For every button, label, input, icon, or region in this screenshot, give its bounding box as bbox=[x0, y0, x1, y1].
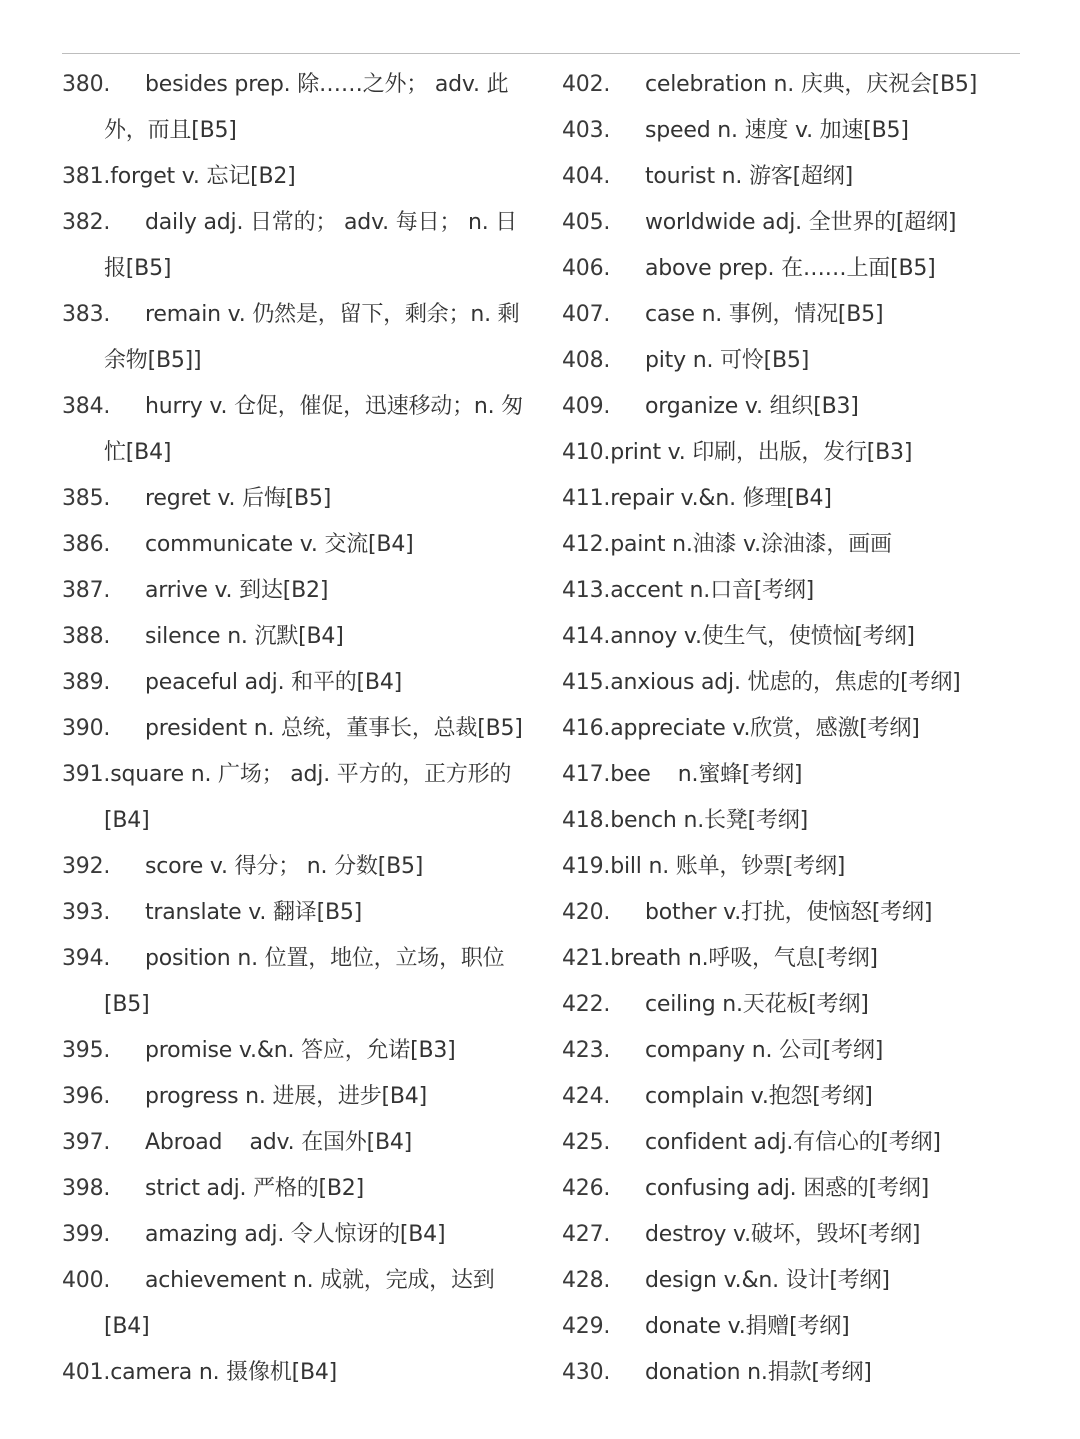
entry-text: achievement n. 成就，完成，达到 bbox=[145, 1268, 495, 1293]
vocab-entry bbox=[562, 844, 1022, 890]
vocab-entry bbox=[562, 936, 1022, 982]
entry-number: 423. bbox=[562, 1038, 611, 1063]
entry-text: 外，而且[B5] bbox=[104, 118, 237, 143]
vocab-entry bbox=[62, 752, 530, 798]
entry-number: 384. bbox=[62, 394, 111, 419]
vocab-entry bbox=[62, 568, 530, 614]
entry-text: daily adj. 日常的； adv. 每日； n. 日 bbox=[145, 210, 518, 235]
entry-text: president n. 总统，董事长，总裁[B5] bbox=[145, 716, 523, 741]
vocab-entry bbox=[562, 1258, 1022, 1304]
entry-text: company n. 公司[考纲] bbox=[645, 1038, 884, 1063]
entry-text: Abroad adv. 在国外[B4] bbox=[145, 1130, 413, 1155]
vocab-entry bbox=[562, 154, 1022, 200]
entry-number: 386. bbox=[62, 532, 111, 557]
entry-text: 忙[B4] bbox=[104, 440, 172, 465]
entry-number: 400. bbox=[62, 1268, 111, 1293]
entry-number: 407. bbox=[562, 302, 611, 327]
vocab-entry bbox=[562, 1028, 1022, 1074]
entry-text: progress n. 进展，进步[B4] bbox=[145, 1084, 427, 1109]
entry-text: bill n. 账单，钞票[考纲] bbox=[610, 854, 846, 879]
entry-text: bee n.蜜蜂[考纲] bbox=[610, 762, 803, 787]
entry-text: case n. 事例，情况[B5] bbox=[645, 302, 884, 327]
entry-number: 394. bbox=[62, 946, 111, 971]
vocab-entry bbox=[62, 1120, 530, 1166]
vocab-entry bbox=[62, 936, 530, 982]
vocab-entry bbox=[62, 1212, 530, 1258]
entry-text: 报[B5] bbox=[104, 256, 172, 281]
vocab-entry-continuation bbox=[62, 108, 530, 154]
entry-text: celebration n. 庆典，庆祝会[B5] bbox=[645, 72, 978, 97]
vocab-entry bbox=[62, 660, 530, 706]
vocab-entry bbox=[562, 798, 1022, 844]
entry-number: 389. bbox=[62, 670, 111, 695]
entry-number: 405. bbox=[562, 210, 611, 235]
entry-number: 414. bbox=[562, 624, 611, 649]
entry-text: hurry v. 仓促，催促，迅速移动；n. 匆 bbox=[145, 394, 524, 419]
entry-text: peaceful adj. 和平的[B4] bbox=[145, 670, 403, 695]
entry-text: remain v. 仍然是，留下，剩余；n. 剩 bbox=[145, 302, 520, 327]
entry-text: strict adj. 严格的[B2] bbox=[145, 1176, 364, 1201]
entry-text: accent n.口音[考纲] bbox=[610, 578, 815, 603]
vocab-entry bbox=[62, 200, 530, 246]
vocab-entry bbox=[562, 108, 1022, 154]
entry-text: worldwide adj. 全世界的[超纲] bbox=[645, 210, 957, 235]
entry-number: 388. bbox=[62, 624, 111, 649]
vocab-entry-continuation bbox=[62, 430, 530, 476]
vocab-entry bbox=[562, 384, 1022, 430]
entry-number: 422. bbox=[562, 992, 611, 1017]
entry-text: print v. 印刷，出版，发行[B3] bbox=[610, 440, 913, 465]
entry-text: confusing adj. 困惑的[考纲] bbox=[645, 1176, 929, 1201]
vocab-entry bbox=[562, 568, 1022, 614]
entry-number: 426. bbox=[562, 1176, 611, 1201]
vocab-entry bbox=[62, 1258, 530, 1304]
entry-text: bench n.长凳[考纲] bbox=[610, 808, 808, 833]
entry-number: 427. bbox=[562, 1222, 611, 1247]
entry-number: 399. bbox=[62, 1222, 111, 1247]
entry-number: 418. bbox=[562, 808, 611, 833]
entry-text: score v. 得分； n. 分数[B5] bbox=[145, 854, 424, 879]
vocab-entry bbox=[562, 522, 1022, 568]
entry-number: 401. bbox=[62, 1360, 111, 1385]
entry-text: ceiling n.天花板[考纲] bbox=[645, 992, 869, 1017]
entry-number: 419. bbox=[562, 854, 611, 879]
entry-text: donation n.捐款[考纲] bbox=[645, 1360, 872, 1385]
entry-text: speed n. 速度 v. 加速[B5] bbox=[645, 118, 909, 143]
entry-text: tourist n. 游客[超纲] bbox=[645, 164, 853, 189]
entry-number: 403. bbox=[562, 118, 611, 143]
entry-number: 430. bbox=[562, 1360, 611, 1385]
entry-number: 415. bbox=[562, 670, 611, 695]
entry-text: [B4] bbox=[104, 808, 150, 833]
vocab-entry bbox=[62, 154, 530, 200]
entry-text: arrive v. 到达[B2] bbox=[145, 578, 329, 603]
vocab-entry-continuation bbox=[62, 338, 530, 384]
entry-text: bother v.打扰，使恼怒[考纲] bbox=[645, 900, 933, 925]
vocab-entry bbox=[562, 292, 1022, 338]
vocab-entry-continuation bbox=[62, 1304, 530, 1350]
entry-number: 425. bbox=[562, 1130, 611, 1155]
entry-text: besides prep. 除……之外； adv. 此 bbox=[145, 72, 509, 97]
vocab-entry bbox=[562, 890, 1022, 936]
vocab-entry bbox=[62, 890, 530, 936]
entry-number: 404. bbox=[562, 164, 611, 189]
vocab-entry bbox=[62, 1166, 530, 1212]
vocab-entry bbox=[562, 982, 1022, 1028]
entry-text: paint n.油漆 v.涂油漆，画画 bbox=[610, 532, 892, 557]
entry-text: regret v. 后悔[B5] bbox=[145, 486, 332, 511]
entry-number: 382. bbox=[62, 210, 111, 235]
vocab-entry bbox=[562, 476, 1022, 522]
entry-text: confident adj.有信心的[考纲] bbox=[645, 1130, 941, 1155]
entry-text: organize v. 组织[B3] bbox=[645, 394, 859, 419]
entry-number: 417. bbox=[562, 762, 611, 787]
entry-number: 410. bbox=[562, 440, 611, 465]
entry-text: breath n.呼吸，气息[考纲] bbox=[610, 946, 878, 971]
vocab-entry bbox=[62, 614, 530, 660]
vocab-entry bbox=[562, 200, 1022, 246]
vocab-entry bbox=[62, 476, 530, 522]
entry-number: 383. bbox=[62, 302, 111, 327]
entry-text: camera n. 摄像机[B4] bbox=[110, 1360, 338, 1385]
vocab-entry bbox=[562, 430, 1022, 476]
entry-number: 429. bbox=[562, 1314, 611, 1339]
entry-number: 397. bbox=[62, 1130, 111, 1155]
entry-text: silence n. 沉默[B4] bbox=[145, 624, 344, 649]
entry-text: complain v.抱怨[考纲] bbox=[645, 1084, 873, 1109]
vocab-entry bbox=[562, 1074, 1022, 1120]
entry-text: annoy v.使生气，使愤恼[考纲] bbox=[610, 624, 915, 649]
entry-number: 406. bbox=[562, 256, 611, 281]
vocab-entry bbox=[562, 614, 1022, 660]
entry-number: 385. bbox=[62, 486, 111, 511]
vocab-entry-continuation bbox=[62, 798, 530, 844]
entry-text: pity n. 可怜[B5] bbox=[645, 348, 810, 373]
vocab-entry bbox=[62, 292, 530, 338]
entry-number: 393. bbox=[62, 900, 111, 925]
vocab-entry bbox=[562, 1120, 1022, 1166]
vocab-entry-continuation bbox=[62, 982, 530, 1028]
entry-number: 409. bbox=[562, 394, 611, 419]
entry-text: design v.&n. 设计[考纲] bbox=[645, 1268, 890, 1293]
entry-number: 391. bbox=[62, 762, 111, 787]
entry-number: 398. bbox=[62, 1176, 111, 1201]
right-column bbox=[562, 62, 1022, 1396]
vocab-entry bbox=[62, 1028, 530, 1074]
vocab-entry bbox=[562, 660, 1022, 706]
vocab-entry bbox=[62, 1350, 530, 1396]
entry-text: communicate v. 交流[B4] bbox=[145, 532, 414, 557]
left-column bbox=[62, 62, 530, 1396]
entry-number: 381. bbox=[62, 164, 111, 189]
entry-number: 413. bbox=[562, 578, 611, 603]
entry-text: 余物[B5]] bbox=[104, 348, 202, 373]
top-divider bbox=[62, 53, 1020, 54]
entry-number: 420. bbox=[562, 900, 611, 925]
vocab-entry bbox=[62, 522, 530, 568]
entry-text: forget v. 忘记[B2] bbox=[110, 164, 296, 189]
entry-text: position n. 位置，地位，立场，职位 bbox=[145, 946, 505, 971]
vocab-entry bbox=[562, 706, 1022, 752]
entry-text: appreciate v.欣赏，感激[考纲] bbox=[610, 716, 920, 741]
entry-text: anxious adj. 忧虑的，焦虑的[考纲] bbox=[610, 670, 961, 695]
entry-number: 416. bbox=[562, 716, 611, 741]
entry-text: repair v.&n. 修理[B4] bbox=[610, 486, 832, 511]
vocab-entry bbox=[562, 62, 1022, 108]
vocab-entry bbox=[562, 752, 1022, 798]
entry-text: translate v. 翻译[B5] bbox=[145, 900, 363, 925]
entry-number: 424. bbox=[562, 1084, 611, 1109]
entry-number: 392. bbox=[62, 854, 111, 879]
vocab-entry bbox=[562, 246, 1022, 292]
entry-text: amazing adj. 令人惊讶的[B4] bbox=[145, 1222, 446, 1247]
vocab-entry bbox=[562, 1166, 1022, 1212]
entry-number: 402. bbox=[562, 72, 611, 97]
entry-text: [B4] bbox=[104, 1314, 150, 1339]
entry-number: 411. bbox=[562, 486, 611, 511]
entry-text: promise v.&n. 答应，允诺[B3] bbox=[145, 1038, 456, 1063]
vocab-entry bbox=[562, 338, 1022, 384]
entry-text: above prep. 在……上面[B5] bbox=[645, 256, 936, 281]
vocab-entry bbox=[62, 384, 530, 430]
entry-number: 387. bbox=[62, 578, 111, 603]
vocab-entry bbox=[62, 1074, 530, 1120]
vocab-entry bbox=[62, 844, 530, 890]
vocab-entry bbox=[562, 1212, 1022, 1258]
entry-number: 395. bbox=[62, 1038, 111, 1063]
entry-number: 412. bbox=[562, 532, 611, 557]
vocab-entry-continuation bbox=[62, 246, 530, 292]
entry-number: 428. bbox=[562, 1268, 611, 1293]
entry-text: donate v.捐赠[考纲] bbox=[645, 1314, 850, 1339]
entry-number: 408. bbox=[562, 348, 611, 373]
entry-number: 380. bbox=[62, 72, 111, 97]
vocab-entry bbox=[62, 62, 530, 108]
entry-number: 390. bbox=[62, 716, 111, 741]
entry-number: 421. bbox=[562, 946, 611, 971]
vocab-entry bbox=[562, 1350, 1022, 1396]
entry-number: 396. bbox=[62, 1084, 111, 1109]
entry-text: [B5] bbox=[104, 992, 150, 1017]
vocab-entry bbox=[562, 1304, 1022, 1350]
entry-text: destroy v.破坏，毁坏[考纲] bbox=[645, 1222, 921, 1247]
entry-text: square n. 广场； adj. 平方的，正方形的 bbox=[110, 762, 512, 787]
vocab-entry bbox=[62, 706, 530, 752]
